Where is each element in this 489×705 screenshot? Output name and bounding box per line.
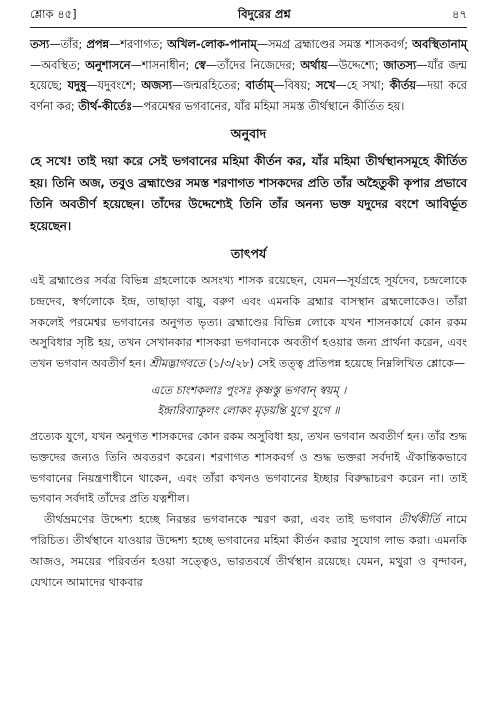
purport-paragraph-3: তীর্থভ্রমণের উদ্দেশ্য হচ্ছে নিরন্তর ভগবানকে স্মরণ করা, এবং তাই ভগবান তীর্থকীর্তি নামে পরিচিত। তীর্থস্থানে যাওয়ার উদ্দেশ্য হচ্ছে ভগবানের মহিমা কীর্তন করার সুযোগ লাভ করা। এমনকি আজও, সময়ের পরিবর্তন হওয়া সত্ত্বেও, ভারতবর্ষে তীর্থস্থান রয়েছে। যেমন, মথুরা ও বৃন্দাবন, যেখানে আমাদের থাকবার (30, 513, 468, 589)
synonym-meaning: শাসনাধীন (141, 58, 186, 72)
synonym-word: তস্য (30, 38, 50, 51)
synonym-meaning: অবস্থিত (41, 58, 77, 72)
running-header (30, 6, 467, 26)
synonym-word: তীর্থ-কীর্তেঃ (78, 99, 133, 113)
verse-line: ইন্দ্রারিব্যাকুলং লোকং মৃড়য়ন্তি যুগে যুগে ॥ (157, 403, 340, 417)
synonym-word: জাতস্য (383, 58, 417, 72)
synonym-word: কীর্তয় (389, 79, 416, 92)
synonym-meaning: শরণাগত (120, 38, 160, 51)
translation-heading: অনুবাদ (230, 126, 267, 141)
purport-heading: তাৎপর্য (230, 246, 267, 261)
verse-line: এতে চাংশকলাঃ পুংসঃ কৃষ্ণস্তু ভগবান্ স্বয়ম্ । (150, 383, 347, 397)
synonym-meaning: উদ্দেশ্যে (338, 58, 375, 72)
purport-paragraph-2: প্রত্যেক যুগে, যখন অনুগত শাসকদের কোন রকম অসুবিধা হয়, তখন ভগবান অবতীর্ণ হন। তাঁর শুদ্ধ ভক্তদের জন্যও তিনি অবতরণ করেন। শরণাগত শাসকবর্গ ও শুদ্ধ ভক্তরা সর্বদাই ঐকান্তিকভাবে ভগবানের নিয়ন্ত্রণাধীনে থাকেন, এবং তাঁরা কখনও ভগবানের ইচ্ছার বিরুদ্ধাচরণ করেন না। তাই ভগবান সর্বদাই তাঁদের প্রতি যত্নশীল। (30, 429, 467, 506)
synonym-meaning: জন্মরহিতের (183, 79, 237, 92)
purport-paragraph-1: এই ব্রহ্মাণ্ডের সর্বত্র বিভিন্ন গ্রহলোকে অসংখ্য শাসক রয়েছেন, যেমন—সূর্যগ্রহে সূর্যদেব, চন্দ্রলোকে চন্দ্রদেব, স্বর্গলোকে ইন্দ্র, তাছাড়া বায়ু, বরুণ এবং এমনকি ব্রহ্মার বাসস্থান ব্রহ্মলোকেও। তাঁরা সকলেই পরমেশ্বর ভগবানের অনুগত ভৃত্য। ব্রহ্মাণ্ডের বিভিন্ন লোকে যখন শাসনকার্যে কোন রকম অসুবিধার সৃষ্টি হয়, তখন সেখানকার শাসকরা ভগবানকে অবতীর্ণ হওয়ার জন্য প্রার্থনা করেন, এবং তখন ভগবান অবতীর্ণ হন। শ্রীমদ্ভাগবতে (১/৩/২৮) সেই তত্ত্ব প্রতিপন্ন হয়েছে নিম্নলিখিত শ্লোকে— (30, 274, 467, 371)
synonym-word: অর্থায় (300, 58, 328, 72)
verse-reference: শ্লোক ৪৫] (30, 7, 77, 21)
synonym-meaning: পরমেশ্বর ভগবানের, যাঁর মহিমা সমস্ত তীর্থস্থানে কীর্তিত হয়। (143, 99, 405, 113)
quoted-verse (30, 381, 467, 421)
synonym-word: অখিল-লোক-পানাম্ (167, 38, 257, 51)
synonym-word: সখে (315, 79, 336, 92)
page-number: ৪৭ (452, 7, 467, 21)
synonym-word: বার্তাম্ (245, 79, 274, 92)
scripture-reference: শ্রীমদ্ভাগবতে (149, 357, 206, 371)
synonym-meaning: হে সখা (346, 79, 381, 92)
synonym-word: স্বে (194, 58, 206, 72)
synonym-word: অজস্য (141, 79, 173, 92)
synonym-meaning: যাঁর জন্ম হয়েছে (30, 58, 467, 92)
synonyms-block: তস্য—তাঁর; প্রপন্ন—শরণাগত; অখিল-লোক-পানাম্—সমগ্র ব্রহ্মাণ্ডের সমস্ত শাসকবর্গ; অবস্থিতানাম্—অবস্থিত; অনুশাসনে—শাসনাধীন; স্বে—তাঁদের নিজেদের; অর্থায়—উদ্দেশ্যে; জাতস্য—যাঁর জন্ম হয়েছে; যদুষু—যদুবংশে; অজস্য—জন্মরহিতের; বার্তাম্—বিষয়; সখে—হে সখা; কীর্তয়—দয়া করে বর্ণনা কর; তীর্থ-কীর্তেঃ—পরমেশ্বর ভগবানের, যাঁর মহিমা সমস্ত তীর্থস্থানে কীর্তিত হয়। (30, 38, 467, 113)
synonym-meaning: সমগ্র ব্রহ্মাণ্ডের সমস্ত শাসকবর্গ (268, 38, 405, 51)
synonym-word: প্রপন্ন (86, 38, 109, 51)
synonym-word: অবস্থিতানাম্ (412, 38, 467, 51)
synonym-meaning: তাঁদের নিজেদের (216, 58, 292, 72)
synonym-word: যদুষু (67, 79, 87, 92)
synonym-meaning: তাঁর (60, 38, 79, 51)
header-rule (30, 27, 467, 28)
synonym-meaning: যদুবংশে (97, 79, 133, 92)
chapter-title: বিদুরের প্রশ্ন (237, 7, 291, 21)
synonym-meaning: বিষয় (284, 79, 307, 92)
synonym-word: অনুশাসনে (85, 58, 131, 72)
epithet-reference: তীর্থকীর্তি (398, 513, 440, 527)
purport-body (30, 271, 467, 593)
synonym-meaning: দয়া করে বর্ণনা কর (30, 79, 467, 113)
translation-text: হে সখে! তাই দয়া করে সেই ভগবানের মহিমা কীর্তন কর, যাঁর মহিমা তীর্থস্থানসমূহে কীর্তিত হয়। তিনি অজ, তবুও ব্রহ্মাণ্ডের সমস্ত শরণাগত শাসকদের প্রতি তাঁর অহৈতুকী কৃপার প্রভাবে তিনি অবতীর্ণ হয়েছেন। তাঁদের উদ্দেশ্যেই তিনি তাঁর অনন্য ভক্ত যদুদের বংশে আবির্ভূত হয়েছেন। (30, 154, 467, 233)
